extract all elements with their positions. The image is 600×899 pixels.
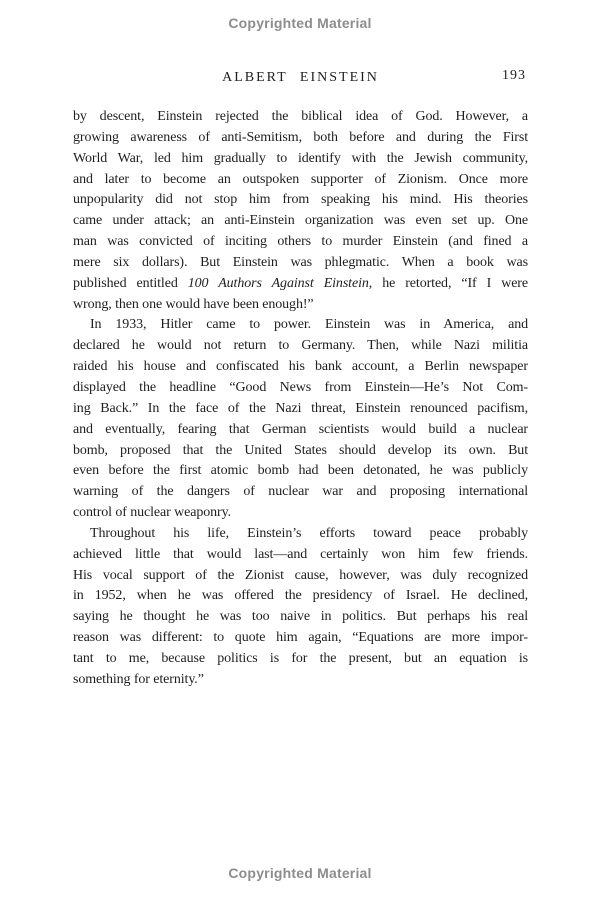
- text-segment: reason was different: to quote him again, “Equations are more impor-: [73, 630, 528, 646]
- text-line: [73, 503, 528, 524]
- text-line: [73, 461, 528, 482]
- text-segment: man was convicted of inciting others to murder Einstein (and fined a: [73, 234, 528, 250]
- text-line: [73, 128, 528, 149]
- text-segment: ing Back.” In the face of the Nazi threat, Einstein renounced pacifism,: [73, 400, 528, 416]
- text-line: [73, 482, 528, 503]
- text-line: [73, 649, 528, 670]
- text-line: [73, 295, 528, 316]
- text-segment: World War, led him gradually to identify with the Jewish community,: [73, 150, 528, 166]
- text-segment: published entitled: [73, 275, 188, 291]
- text-segment: mere six dollars). But Einstein was phlegmatic. When a book was: [73, 254, 528, 270]
- text-line: [73, 170, 528, 191]
- text-line: [73, 524, 528, 545]
- text-segment: declared he would not return to Germany. Then, while Nazi militia: [73, 338, 528, 354]
- text-segment: he retorted, “If I were: [372, 275, 528, 291]
- body-text: [73, 107, 528, 691]
- text-segment: saying he thought he was too naive in politics. But perhaps his real: [73, 609, 528, 625]
- text-line: [73, 566, 528, 587]
- text-line: [73, 378, 528, 399]
- text-segment: raided his house and confiscated his bank account, a Berlin newspaper: [73, 359, 528, 375]
- text-line: [73, 545, 528, 566]
- text-line: [73, 586, 528, 607]
- text-segment: by descent, Einstein rejected the biblical idea of God. However, a: [73, 109, 528, 124]
- text-line: [73, 211, 528, 232]
- text-segment: something for eternity.”: [73, 671, 204, 687]
- text-line: [73, 399, 528, 420]
- text-segment: unpopularity did not stop him from speaking his mind. His theories: [73, 192, 528, 208]
- text-line: [73, 232, 528, 253]
- copyright-watermark-bottom: Copyrighted Material: [228, 865, 372, 881]
- book-title-italic: 100 Authors Against Einstein,: [187, 275, 373, 291]
- page-header: [73, 68, 528, 86]
- text-line: [73, 357, 528, 378]
- text-line: [73, 190, 528, 211]
- copyright-watermark-top: Copyrighted Material: [228, 15, 372, 31]
- text-segment: His vocal support of the Zionist cause, however, was duly recognized: [73, 567, 528, 583]
- text-segment: control of nuclear weaponry.: [73, 505, 232, 521]
- text-line: [73, 420, 528, 441]
- text-segment: and eventually, fearing that German scientists would build a nuclear: [73, 421, 528, 437]
- text-segment: wrong, then one would have been enough!”: [73, 296, 314, 312]
- text-segment: displayed the headline “Good News from Einstein—He’s Not Com-: [73, 379, 528, 395]
- paragraph: [73, 315, 528, 523]
- text-segment: bomb, proposed that the United States should develop its own. But: [73, 442, 528, 458]
- text-line: [73, 315, 528, 336]
- text-line: [73, 441, 528, 462]
- text-line: [73, 107, 528, 128]
- text-segment: achieved little that would last—and certainly won him few friends.: [73, 546, 528, 562]
- text-line: [73, 628, 528, 649]
- text-segment: came under attack; an anti-Einstein organization was even set up. One: [73, 213, 528, 229]
- page-number: 193: [502, 68, 526, 83]
- text-line: [73, 149, 528, 170]
- text-segment: tant to me, because politics is for the present, but an equation is: [73, 650, 528, 666]
- text-line: [73, 274, 528, 295]
- text-segment: Throughout his life, Einstein’s efforts toward peace probably: [90, 525, 528, 541]
- text-segment: and later to become an outspoken supporter of Zionism. Once more: [73, 171, 528, 187]
- text-segment: In 1933, Hitler came to power. Einstein was in America, and: [90, 317, 528, 333]
- text-line: [73, 253, 528, 274]
- text-line: [73, 607, 528, 628]
- text-segment: in 1952, when he was offered the presidency of Israel. He declined,: [73, 588, 528, 604]
- paragraph: [73, 524, 528, 691]
- text-line: [73, 670, 528, 691]
- text-segment: warning of the dangers of nuclear war and proposing international: [73, 484, 528, 500]
- paragraph: [73, 107, 528, 315]
- text-line: [73, 336, 528, 357]
- running-head-title: ALBERT EINSTEIN: [222, 70, 379, 85]
- text-segment: even before the first atomic bomb had been detonated, he was publicly: [73, 463, 528, 479]
- text-segment: growing awareness of anti-Semitism, both before and during the First: [73, 129, 528, 145]
